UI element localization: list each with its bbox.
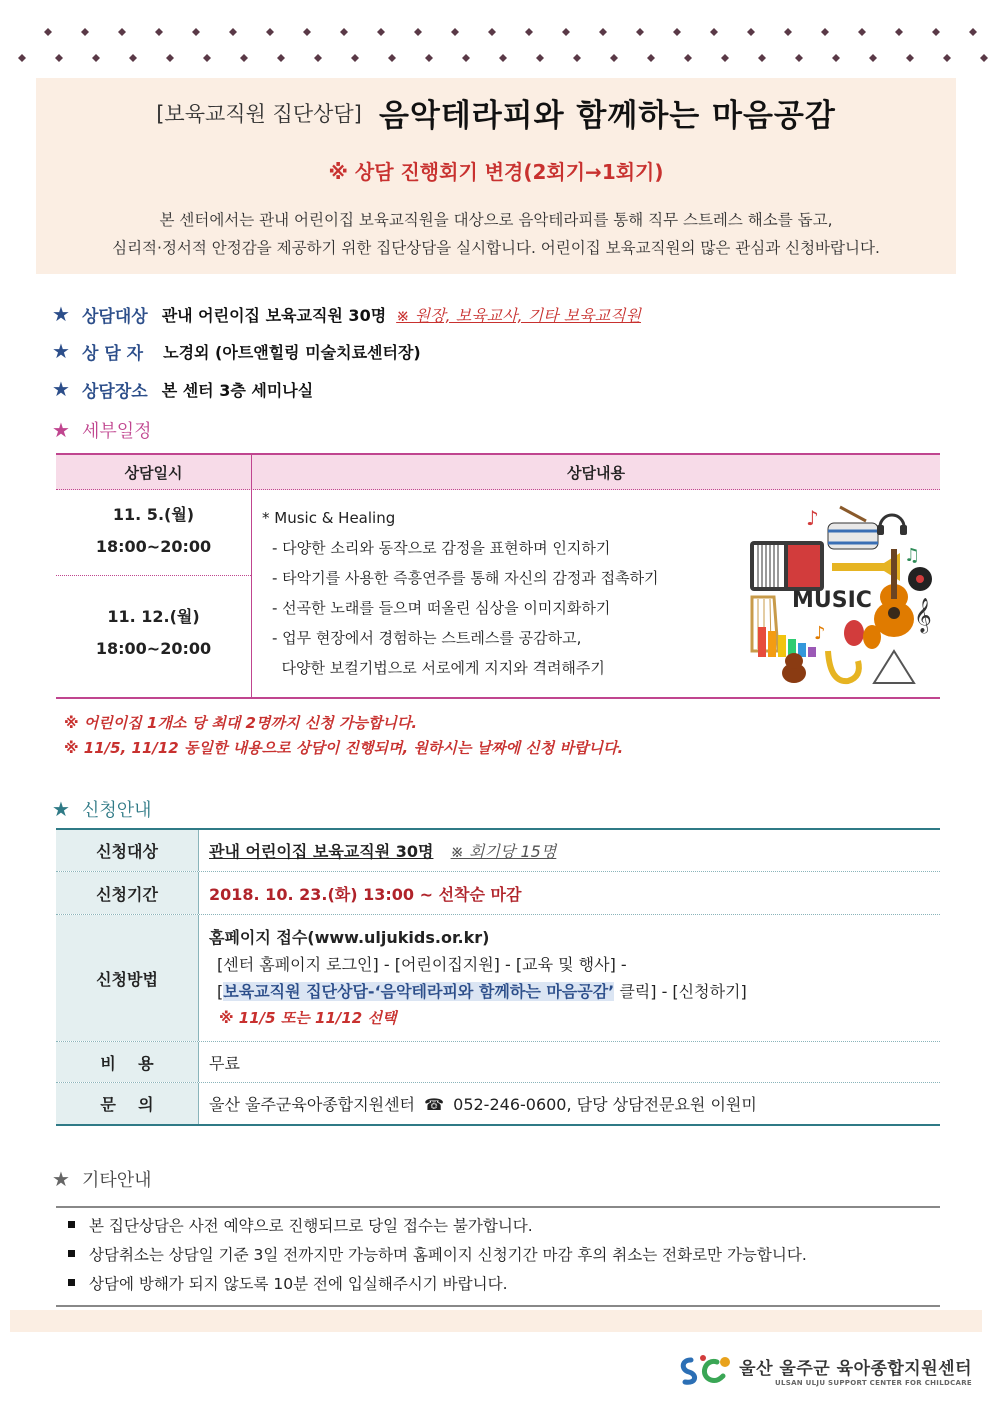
info-counselor-row (52, 338, 421, 364)
dot-icon (895, 28, 903, 36)
misc-list (56, 1206, 940, 1307)
misc-section-title: 기타안내 (82, 1170, 152, 1191)
intro-line-2: 심리적‧정서적 안정감을 제공하기 위한 집단상담을 실시합니다. 어린이집 보육교직원의 많은 관심과 신청바랍니다. (112, 239, 880, 257)
title-prefix: [보육교직원 집단상담] (156, 101, 362, 126)
dot-icon (821, 28, 829, 36)
dot-icon (425, 54, 433, 62)
session-1 (56, 499, 251, 563)
dot-icon (795, 54, 803, 62)
column-divider (251, 455, 252, 697)
apply-method-rest: 클릭] - [신청하기] (614, 982, 747, 1001)
apply-period-value: 2018. 10. 23.(화) 13:00 ~ 선착순 마감 (209, 884, 522, 904)
apply-row-target (56, 830, 940, 872)
center-logo-icon (677, 1352, 733, 1388)
intro-text (36, 206, 956, 262)
dot-icon (303, 28, 311, 36)
warning-line-1: ※ 어린이집 1개소 당 최대 2명까지 신청 가능합니다. (64, 714, 418, 732)
org-name-en: ULSAN ULJU SUPPORT CENTER FOR CHILDCARE (774, 1378, 972, 1387)
dot-icon (55, 54, 63, 62)
svg-text:♪: ♪ (806, 506, 819, 530)
apply-cost-label: 비 용 (56, 1042, 199, 1082)
apply-row-period (56, 872, 940, 915)
content-item: - 다양한 소리와 동작으로 감정을 표현하며 인지하기 (272, 539, 611, 557)
info-target-label: 상담대상 (82, 306, 148, 327)
apply-method-cell (199, 915, 940, 1041)
apply-method-label: 신청방법 (56, 915, 199, 1041)
dot-icon (377, 28, 385, 36)
content-heading: * Music & Healing (262, 509, 396, 527)
svg-text:♪: ♪ (814, 623, 826, 644)
star-icon: ★ (52, 797, 70, 821)
apply-method-line-1: 홈페이지 접수(www.uljukids.or.kr) (209, 928, 490, 947)
apply-section-heading (52, 796, 152, 822)
info-target-note: ※ 원장, 보육교사, 기타 보육교직원 (396, 305, 642, 325)
dot-icon (573, 54, 581, 62)
dot-icon (636, 28, 644, 36)
dot-icon (240, 54, 248, 62)
apply-method-line-3 (209, 978, 940, 1005)
row-divider (56, 575, 251, 576)
schedule-table-header (56, 453, 940, 490)
apply-method-line-2: [센터 홈페이지 로그인] - [어린이집지원] - [교육 및 행사] - (217, 955, 627, 974)
apply-period-cell (199, 872, 940, 914)
info-place-value: 본 센터 3층 세미나실 (161, 380, 314, 400)
title-line (36, 90, 956, 135)
list-item (56, 1270, 940, 1299)
apply-row-contact (56, 1083, 940, 1124)
dot-icon (462, 54, 470, 62)
session-time: 18:00~20:00 (95, 639, 212, 658)
session-date: 11. 12.(월) (107, 607, 200, 626)
col-date-header: 상담일시 (124, 464, 183, 482)
dot-icon (562, 28, 570, 36)
bullet-icon (68, 1250, 75, 1257)
info-place-row (52, 376, 313, 402)
dot-icon (229, 28, 237, 36)
session-2 (56, 601, 251, 665)
music-illustration (744, 501, 940, 691)
dot-icon (129, 54, 137, 62)
apply-cost-value: 무료 (209, 1053, 240, 1073)
dot-icon (203, 54, 211, 62)
header-panel (36, 78, 956, 274)
apply-target-label: 신청대상 (56, 830, 199, 871)
dot-icon (18, 54, 26, 62)
dot-icon (314, 54, 322, 62)
dot-icon (747, 28, 755, 36)
session-content-list (262, 503, 659, 683)
dot-icon (451, 28, 459, 36)
session-time: 18:00~20:00 (95, 537, 212, 556)
content-item: - 업무 현장에서 경험하는 스트레스를 공감하고, (272, 629, 582, 647)
list-item (56, 1241, 940, 1270)
dot-icon (525, 28, 533, 36)
apply-row-cost (56, 1042, 940, 1083)
content-item: 다양한 보컬기법으로 서로에게 지지와 격려해주기 (272, 659, 605, 677)
dot-icon (277, 54, 285, 62)
dot-icon (906, 54, 914, 62)
apply-target-value: 관내 어린이집 보육교직원 30명 (209, 842, 434, 861)
apply-contact-label: 문 의 (56, 1083, 199, 1124)
logo-text (739, 1354, 972, 1387)
dot-icon (858, 28, 866, 36)
decorative-dots (0, 26, 992, 66)
schedule-section-title: 세부일정 (82, 421, 152, 442)
apply-contact-cell (199, 1083, 940, 1124)
intro-line-1: 본 센터에서는 관내 어린이집 보육교직원을 대상으로 음악테라피를 통해 직무 스트레스 해소를 돕고, (159, 211, 833, 229)
info-target-value: 관내 어린이집 보육교직원 30명 (161, 305, 387, 325)
info-place-label: 상담장소 (82, 381, 148, 402)
bracket-open: [ (217, 982, 224, 1001)
dot-icon (832, 54, 840, 62)
apply-table (56, 828, 940, 1126)
bullet-icon (68, 1279, 75, 1286)
dot-icon (869, 54, 877, 62)
apply-row-method (56, 915, 940, 1042)
svg-text:♫: ♫ (904, 545, 921, 566)
content-item: - 선곡한 노래를 들으며 떠올린 심상을 이미지화하기 (272, 599, 611, 617)
schedule-section-heading (52, 417, 152, 443)
star-icon: ★ (52, 418, 70, 442)
dot-icon (784, 28, 792, 36)
dot-icon (414, 28, 422, 36)
schedule-table (56, 453, 940, 699)
dot-icon (684, 54, 692, 62)
dot-icon (166, 54, 174, 62)
dot-icon (44, 28, 52, 36)
apply-contact-org: 울산 울주군육아종합지원센터 (209, 1095, 416, 1114)
content-item: - 타악기를 사용한 즉흥연주를 통해 자신의 감정과 접촉하기 (272, 569, 659, 587)
dot-icon (488, 28, 496, 36)
dot-icon (610, 54, 618, 62)
info-counselor-label: 상 담 자 (82, 343, 144, 364)
dot-icon (710, 28, 718, 36)
apply-period-label: 신청기간 (56, 872, 199, 914)
dot-icon (388, 54, 396, 62)
dot-icon (340, 28, 348, 36)
dot-icon (721, 54, 729, 62)
music-label: MUSIC (792, 588, 872, 613)
star-icon: ★ (52, 377, 70, 401)
info-counselor-value: 노경외 (아트앤힐링 미술치료센터장) (163, 342, 421, 362)
misc-section-heading (52, 1166, 152, 1192)
svg-text:𝄞: 𝄞 (914, 598, 932, 633)
footer-bar (10, 1310, 982, 1332)
dot-icon (266, 28, 274, 36)
list-item-text: 상담에 방해가 되지 않도록 10분 전에 입실해주시기 바랍니다. (89, 1275, 508, 1293)
star-icon: ★ (52, 339, 70, 363)
dot-icon (81, 28, 89, 36)
dot-icon (351, 54, 359, 62)
star-icon: ★ (52, 1167, 70, 1191)
dot-icon (92, 54, 100, 62)
info-target-row (52, 301, 641, 327)
dot-icon (932, 28, 940, 36)
phone-icon: ☎ (424, 1095, 445, 1114)
apply-section-title: 신청안내 (82, 800, 152, 821)
col-content-header: 상담내용 (567, 464, 625, 482)
dot-icon (155, 28, 163, 36)
dot-icon (536, 54, 544, 62)
list-item-text: 상담취소는 상담일 기준 3일 전까지만 가능하며 홈페이지 신청기간 마감 후의 취소는 전화로만 가능합니다. (89, 1246, 807, 1264)
bullet-icon (68, 1221, 75, 1228)
star-icon: ★ (52, 302, 70, 326)
dot-icon (969, 28, 977, 36)
dot-icon (758, 54, 766, 62)
dot-icon (499, 54, 507, 62)
center-logo (677, 1352, 972, 1388)
apply-target-note: ※ 회기당 15명 (450, 842, 557, 861)
apply-target-cell (199, 830, 940, 871)
dot-icon (943, 54, 951, 62)
dot-icon (599, 28, 607, 36)
dot-icon (192, 28, 200, 36)
dot-icon (980, 54, 988, 62)
dot-icon (673, 28, 681, 36)
warning-line-2: ※ 11/5, 11/12 동일한 내용으로 상담이 진행되며, 원하시는 날짜에 신청 바랍니다. (64, 739, 624, 757)
apply-cost-cell (199, 1042, 940, 1082)
org-name: 울산 울주군 육아종합지원센터 (739, 1358, 972, 1379)
apply-contact-detail: 052-246-0600, 담당 상담전문요원 이원미 (453, 1095, 757, 1114)
list-item-text: 본 집단상담은 사전 예약으로 진행되므로 당일 접수는 불가합니다. (89, 1217, 533, 1235)
apply-method-note: ※ 11/5 또는 11/12 선택 (219, 1009, 397, 1027)
list-item (56, 1212, 940, 1241)
dot-icon (647, 54, 655, 62)
page-title: 음악테라피와 함께하는 마음공감 (378, 98, 836, 134)
session-date: 11. 5.(월) (112, 505, 195, 524)
apply-method-highlight: 보육교직원 집단상담-‘음악테라피와 함께하는 마음공감’ (223, 982, 615, 1001)
session-change-notice: ※ 상담 진행회기 변경(2회기→1회기) (328, 160, 664, 184)
dot-icon (118, 28, 126, 36)
